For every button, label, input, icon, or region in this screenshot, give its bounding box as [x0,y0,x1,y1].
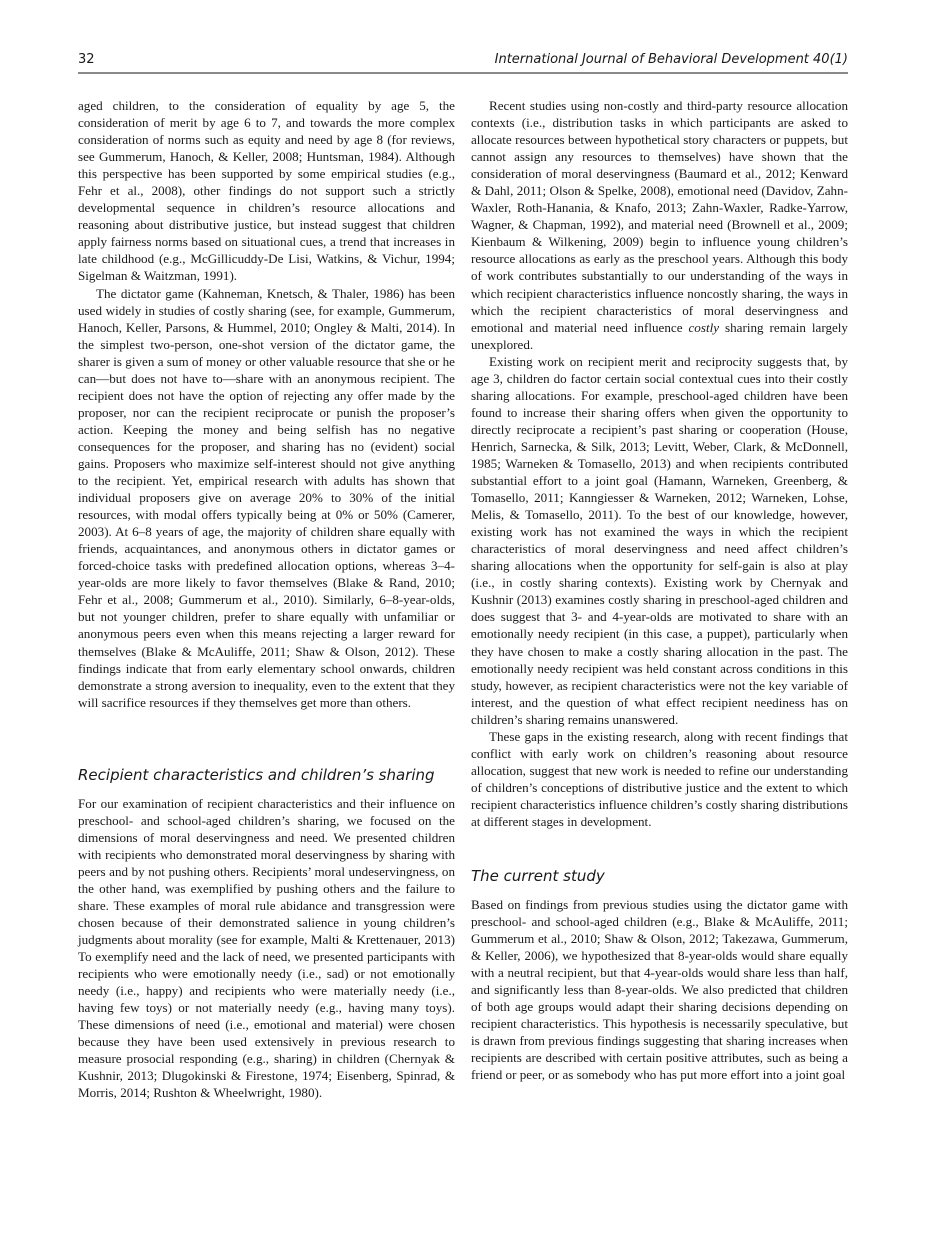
running-header [78,50,848,74]
page-number: 32 [78,52,95,67]
journal-title: International Journal of Behavioral Development 40(1) [494,52,848,67]
paragraph: Existing work on recipient merit and reciprocity suggests that, by age 3, children do factor certain social contextual cues into their costly sharing allocations. For example, preschool-aged children have been found to increase their sharing offers when given the opportunity to directly reciprocate a recipient’s past sharing or cooperation (House, Henrich, Sarnecka, & Silk, 2013; Levitt, Weber, Clark, & McDonnell, 1985; Warneken & Tomasello, 2013) and when recipients contributed substantial effort to a joint goal (Hamann, Warneken, Greenberg, & Tomasello, 2011; Kanngiesser & Warneken, 2012; Warneken, Lohse, Melis, & Tomasello, 2011). To the best of our knowledge, however, existing work has not examined the ways in which the recipient characteristics of moral deservingness and need affect children’s sharing allocations when the opportunity for self-gain is also at play (i.e., in costly sharing contexts). Existing work by Chernyak and Kushnir (2013) examines costly sharing in preschool-aged children and does suggest that 3- and 4-year-olds are motivated to share with an emotionally needy recipient (in this case, a puppet), particularly when they have chosen to make a costly sharing allocation in the past. The emotionally needy recipient was held constant across conditions in this study, however, as recipient characteristics were not the key variable of interest, and the question of what effect recipient neediness has on children’s sharing remains unanswered. [471,353,848,727]
paragraph: The dictator game (Kahneman, Knetsch, & Thaler, 1986) has been used widely in studies of costly sharing (see, for example, Gummerum, Hanoch, Keller, Parsons, & Hummel, 2010; Ongley & Malti, 2014). In the simplest two-person, one-shot version of the dictator game, the sharer is given a sum of money or other valuable resource that she or he can—but does not have to—share with an anonymous recipient. The recipient does not have the option of rejecting any offer made by the proposer, nor can the recipient reciprocate or punish the proposer’s action. Keeping the money and being selfish has no negative consequences for the proposer, and sharing has no (evident) social gains. Proposers who maximize self-interest should not give anything to the recipient. Yet, empirical research with adults has shown that individual proposers give on average 20% to 30% of the initial resources, with modal offers typically being at 0% or 50% (Camerer, 2003). At 6–8 years of age, the majority of children share equally with friends, acquaintances, and anonymous others in dictator games or forced-choice tasks with predefined allocation options, whereas 3–4-year-olds are more likely to favor themselves (Blake & Rand, 2010; Fehr et al., 2008; Gummerum et al., 2010). Similarly, 6–8-year-olds, but not younger children, prefer to share equally with unfamiliar or anonymous peers even when this means rejecting a larger reward for themselves (Blake & McAuliffe, 2011; Shaw & Olson, 2012). These findings indicate that from early elementary school onwards, children demonstrate a strong aversion to inequality, even to the extent that they will sacrifice resources if they themselves get more than others. [78,285,455,710]
section-heading: Recipient characteristics and children’s sharing [78,765,435,784]
emphasis: costly [688,319,720,335]
left-column [78,97,455,1102]
text: sharing remain largely unexplored. [471,319,848,352]
right-column [471,97,848,1084]
paragraph: For our examination of recipient characteristics and their influence on preschool- and school-aged children’s sharing, we focused on the dimensions of moral deservingness and need. We presented children with recipients who demonstrated moral deservingness by sharing with peers and by not pushing others. Recipients’ moral undeservingness, on the other hand, was exemplified by pushing others and the failure to share. These examples of moral rule abidance and transgression were chosen because of their demonstrated salience in young children’s judgments about morality (see for example, Malti & Krettenauer, 2013) To exemplify need and the lack of need, we presented participants with recipients who were emotionally needy (i.e., sad) or not emotionally needy (i.e., happy) and recipients who were materially needy (i.e., having few toys) or not materially needy (e.g., having many toys). These dimensions of need (i.e., emotional and material) were chosen because they have been used extensively in previous research to measure prosocial responding (e.g., sharing) in children (Chernyak & Kushnir, 2013; Dlugokinski & Firestone, 1974; Eisenberg, Spinrad, & Morris, 2014; Rushton & Wheelwright, 1980). [78,795,455,1101]
paragraph: aged children, to the consideration of equality by age 5, the consideration of merit by age 6 to 7, and towards the more complex consideration of norms such as equity and need by age 8 (for reviews, see Gummerum, Hanoch, & Keller, 2008; Huntsman, 1984). Although this perspective has been supported by some empirical studies (e.g., Fehr et al., 2008), other findings do not support such a strictly developmental sequence in children’s resource allocations and reasoning about distributive justice, but instead suggest that children apply fairness norms based on situational cues, a trend that increases in late childhood (e.g., McGillicuddy-De Lisi, Watkins, & Vichur, 1994; Sigelman & Waitzman, 1991). [78,98,455,284]
section-heading: The current study [471,867,605,886]
paragraph: These gaps in the existing research, along with recent findings that conflict with early work on children’s reasoning about resource allocation, suggest that new work is needed to refine our understanding of children’s conceptions of distributive justice and the extent to which recipient characteristics influence children’s costly sharing distributions at different stages in development. [471,728,848,829]
text: Recent studies using non-costly and third-party resource allocation contexts (i.e., distribution tasks in which participants are asked to allocate resources between hypothetical story characters or puppets, but cannot assign any resources to themselves) have shown that the consideration of moral deservingness (Baumard et al., 2012; Kenward & Dahl, 2011; Olson & Spelke, 2008), emotional need (Davidov, Zahn-Waxler, Roth-Hanania, & Knafo, 2013; Zahn-Waxler, Radke-Yarrow, Wagner, & Chapman, 1992), and material need (Brownell et al., 2009; Kienbaum & Wilkening, 2009) begin to influence young children’s resource allocations as early as the preschool years. Although this body of work contributes substantially to our understanding of the ways in which recipient characteristics influence noncostly sharing, the ways in which the recipient characteristics of moral deservingness and emotional and material need influence [471,98,848,335]
paragraph [471,97,848,353]
paragraph: Based on findings from previous studies using the dictator game with preschool- and school-aged children (e.g., Blake & McAuliffe, 2011; Gummerum et al., 2010; Shaw & Olson, 2012; Takezawa, Gummerum, & Keller, 2006), we hypothesized that 8-year-olds would share equally with a neutral recipient, but that 4-year-olds would share less than half, and significantly less than 8-year-olds. We also predicted that children of both age groups would adapt their sharing decisions depending on recipient characteristics. This hypothesis is necessarily speculative, but is drawn from previous findings suggesting that sharing increases when recipients are described with certain positive attributes, such as being a friend or peer, or as somebody who has put more effort into a joint goal [471,897,848,1083]
